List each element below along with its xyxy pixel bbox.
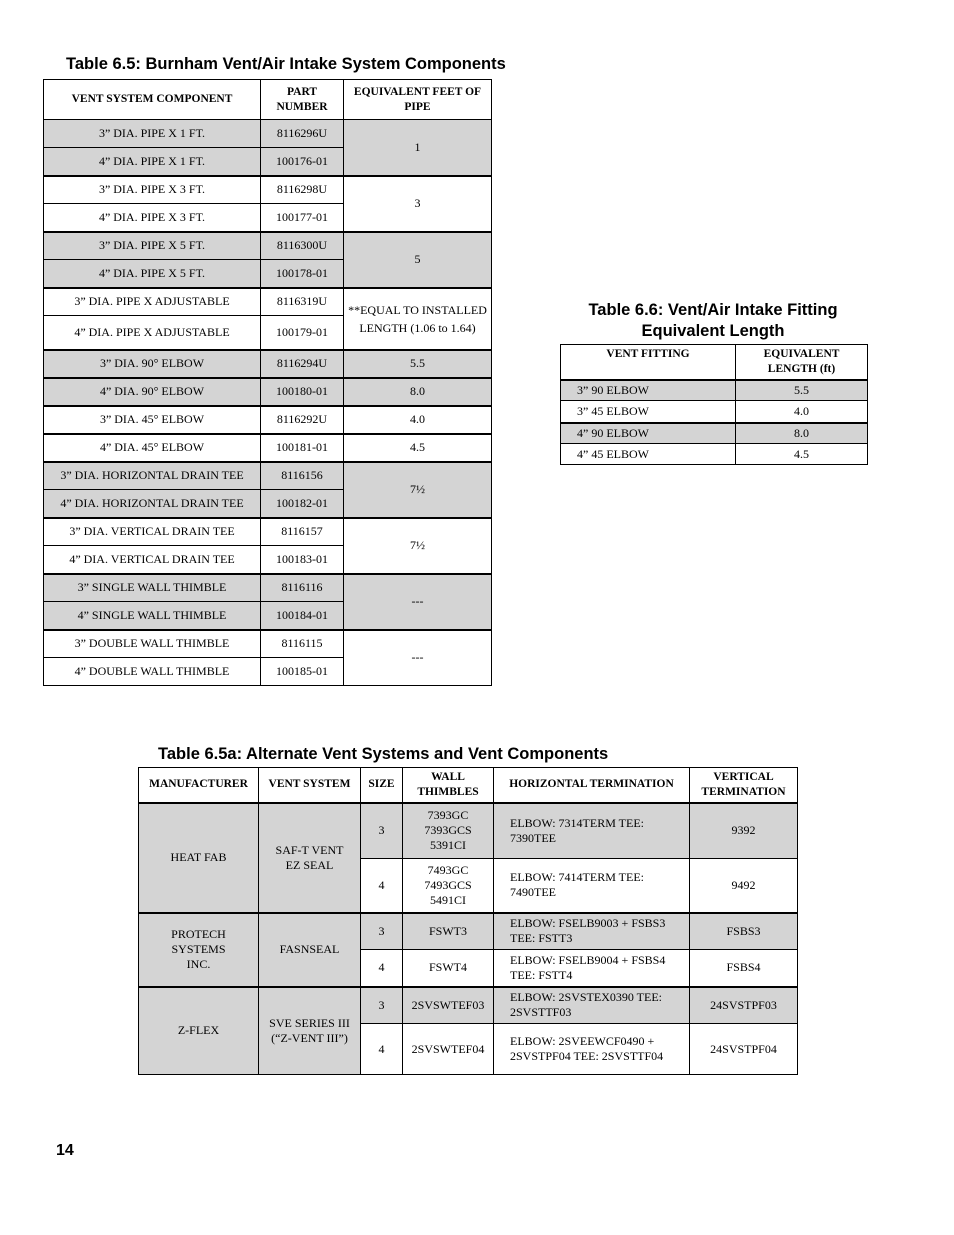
component-cell: 4” DOUBLE WALL THIMBLE xyxy=(44,658,261,686)
thimbles-cell: 2SVSWTEF04 xyxy=(403,1024,494,1075)
thimbles-cell: 2SVSWTEF03 xyxy=(403,987,494,1024)
component-cell: 3” DIA. PIPE X 1 FT. xyxy=(44,120,261,148)
component-cell: 4” DIA. PIPE X 5 FT. xyxy=(44,260,261,288)
size-cell: 3 xyxy=(361,913,403,950)
header-manufacturer: MANUFACTURER xyxy=(139,768,259,803)
header-vent-fitting: VENT FITTING xyxy=(561,345,736,380)
component-cell: 4” DIA. PIPE X 1 FT. xyxy=(44,148,261,176)
table-row xyxy=(561,423,868,444)
component-cell: 3” DIA. VERTICAL DRAIN TEE xyxy=(44,518,261,546)
table-row xyxy=(44,350,492,378)
part-number-cell: 100176-01 xyxy=(261,148,344,176)
vent-system-cell: SAF-T VENT EZ SEAL xyxy=(259,803,361,913)
component-cell: 4” DIA. VERTICAL DRAIN TEE xyxy=(44,546,261,574)
part-number-cell: 100181-01 xyxy=(261,434,344,462)
vertical-cell: 9392 xyxy=(690,803,798,859)
equivalent-feet-cell: 4.0 xyxy=(344,406,492,434)
manufacturer-cell: HEAT FAB xyxy=(139,803,259,913)
equivalent-feet-cell: **EQUAL TO INSTALLED LENGTH (1.06 to 1.64) xyxy=(344,288,492,350)
table-6-6-title xyxy=(560,300,866,342)
horizontal-cell: ELBOW: 2SVSTEX0390 TEE: 2SVSTTF03 xyxy=(494,987,690,1024)
horizontal-cell: ELBOW: 7414TERM TEE: 7490TEE xyxy=(494,859,690,913)
table-row xyxy=(44,630,492,658)
table-row xyxy=(561,401,868,423)
header-size: SIZE xyxy=(361,768,403,803)
equivalent-feet-cell: 5 xyxy=(344,232,492,288)
component-cell: 3” DIA. PIPE X 3 FT. xyxy=(44,176,261,204)
table-row xyxy=(44,120,492,148)
thimbles-cell: 7493GC 7493GCS 5491CI xyxy=(403,859,494,913)
part-number-cell: 8116319U xyxy=(261,288,344,316)
table-6-5a xyxy=(138,767,798,1075)
table-row xyxy=(44,406,492,434)
component-cell: 4” SINGLE WALL THIMBLE xyxy=(44,602,261,630)
table-row xyxy=(561,444,868,465)
length-cell: 8.0 xyxy=(736,423,868,444)
table-6-5-title: Table 6.5: Burnham Vent/Air Intake System Components xyxy=(66,55,506,73)
fitting-cell: 4” 90 ELBOW xyxy=(561,423,736,444)
table-6-6-title-line-1: Table 6.6: Vent/Air Intake Fitting xyxy=(588,301,838,319)
table-6-6 xyxy=(560,344,868,465)
header-equivalent-length: EQUIVALENT LENGTH (ft) xyxy=(736,345,868,380)
manufacturer-cell: Z-FLEX xyxy=(139,987,259,1075)
part-number-cell: 100180-01 xyxy=(261,378,344,406)
fitting-cell: 3” 90 ELBOW xyxy=(561,380,736,401)
part-number-cell: 100185-01 xyxy=(261,658,344,686)
component-cell: 4” DIA. 90° ELBOW xyxy=(44,378,261,406)
table-row xyxy=(44,288,492,316)
thimbles-cell: FSWT4 xyxy=(403,950,494,987)
vertical-cell: 24SVSTPF04 xyxy=(690,1024,798,1075)
part-number-cell: 100182-01 xyxy=(261,490,344,518)
length-cell: 4.5 xyxy=(736,444,868,465)
equivalent-feet-cell: --- xyxy=(344,574,492,630)
component-cell: 3” SINGLE WALL THIMBLE xyxy=(44,574,261,602)
table-row xyxy=(44,176,492,204)
table-row xyxy=(44,518,492,546)
equivalent-feet-cell: 5.5 xyxy=(344,350,492,378)
part-number-cell: 8116116 xyxy=(261,574,344,602)
table-row xyxy=(44,378,492,406)
vent-system-cell: FASNSEAL xyxy=(259,913,361,987)
length-cell: 4.0 xyxy=(736,401,868,423)
equivalent-feet-cell: 3 xyxy=(344,176,492,232)
component-cell: 3” DIA. PIPE X 5 FT. xyxy=(44,232,261,260)
equivalent-feet-cell: 7½ xyxy=(344,518,492,574)
manufacturer-cell: PROTECH SYSTEMS INC. xyxy=(139,913,259,987)
header-vertical-termination: VERTICAL TERMINATION xyxy=(690,768,798,803)
thimbles-cell: 7393GC 7393GCS 5391CI xyxy=(403,803,494,859)
component-cell: 4” DIA. 45° ELBOW xyxy=(44,434,261,462)
part-number-cell: 8116294U xyxy=(261,350,344,378)
thimbles-cell: FSWT3 xyxy=(403,913,494,950)
table-row xyxy=(139,803,798,859)
fitting-cell: 4” 45 ELBOW xyxy=(561,444,736,465)
part-number-cell: 100183-01 xyxy=(261,546,344,574)
vertical-cell: FSBS4 xyxy=(690,950,798,987)
vent-system-cell: SVE SERIES III (“Z-VENT III”) xyxy=(259,987,361,1075)
part-number-cell: 100178-01 xyxy=(261,260,344,288)
size-cell: 4 xyxy=(361,950,403,987)
header-wall-thimbles: WALL THIMBLES xyxy=(403,768,494,803)
part-number-cell: 100177-01 xyxy=(261,204,344,232)
component-cell: 4” DIA. PIPE X 3 FT. xyxy=(44,204,261,232)
equivalent-feet-cell: 4.5 xyxy=(344,434,492,462)
part-number-cell: 8116156 xyxy=(261,462,344,490)
table-row xyxy=(44,232,492,260)
horizontal-cell: ELBOW: FSELB9004 + FSBS4 TEE: FSTT4 xyxy=(494,950,690,987)
part-number-cell: 8116292U xyxy=(261,406,344,434)
vertical-cell: 9492 xyxy=(690,859,798,913)
component-cell: 4” DIA. HORIZONTAL DRAIN TEE xyxy=(44,490,261,518)
header-equivalent-feet: EQUIVALENT FEET OF PIPE xyxy=(344,80,492,120)
horizontal-cell: ELBOW: FSELB9003 + FSBS3 TEE: FSTT3 xyxy=(494,913,690,950)
component-cell: 3” DOUBLE WALL THIMBLE xyxy=(44,630,261,658)
part-number-cell: 8116115 xyxy=(261,630,344,658)
size-cell: 4 xyxy=(361,859,403,913)
header-component: VENT SYSTEM COMPONENT xyxy=(44,80,261,120)
equivalent-feet-cell: 7½ xyxy=(344,462,492,518)
header-horizontal-termination: HORIZONTAL TERMINATION xyxy=(494,768,690,803)
part-number-cell: 8116300U xyxy=(261,232,344,260)
table-6-5 xyxy=(43,79,492,686)
component-cell: 3” DIA. 90° ELBOW xyxy=(44,350,261,378)
length-cell: 5.5 xyxy=(736,380,868,401)
table-row xyxy=(139,987,798,1024)
table-row xyxy=(139,913,798,950)
equivalent-feet-cell: 8.0 xyxy=(344,378,492,406)
part-number-cell: 100179-01 xyxy=(261,316,344,350)
header-vent-system: VENT SYSTEM xyxy=(259,768,361,803)
component-cell: 3” DIA. HORIZONTAL DRAIN TEE xyxy=(44,462,261,490)
table-row xyxy=(44,462,492,490)
table-row xyxy=(561,380,868,401)
component-cell: 4” DIA. PIPE X ADJUSTABLE xyxy=(44,316,261,350)
part-number-cell: 100184-01 xyxy=(261,602,344,630)
vertical-cell: 24SVSTPF03 xyxy=(690,987,798,1024)
size-cell: 3 xyxy=(361,987,403,1024)
part-number-cell: 8116298U xyxy=(261,176,344,204)
vertical-cell: FSBS3 xyxy=(690,913,798,950)
size-cell: 3 xyxy=(361,803,403,859)
table-row xyxy=(44,434,492,462)
equivalent-feet-cell: --- xyxy=(344,630,492,686)
size-cell: 4 xyxy=(361,1024,403,1075)
page-number: 14 xyxy=(56,1142,74,1159)
component-cell: 3” DIA. 45° ELBOW xyxy=(44,406,261,434)
fitting-cell: 3” 45 ELBOW xyxy=(561,401,736,423)
table-row xyxy=(44,574,492,602)
table-6-6-title-line-2: Equivalent Length xyxy=(641,322,785,340)
part-number-cell: 8116296U xyxy=(261,120,344,148)
component-cell: 3” DIA. PIPE X ADJUSTABLE xyxy=(44,288,261,316)
equivalent-feet-cell: 1 xyxy=(344,120,492,176)
horizontal-cell: ELBOW: 2SVEEWCF0490 + 2SVSTPF04 TEE: 2SVSTTF04 xyxy=(494,1024,690,1075)
header-part-number: PART NUMBER xyxy=(261,80,344,120)
table-6-5a-title: Table 6.5a: Alternate Vent Systems and Vent Components xyxy=(158,745,609,763)
horizontal-cell: ELBOW: 7314TERM TEE: 7390TEE xyxy=(494,803,690,859)
part-number-cell: 8116157 xyxy=(261,518,344,546)
